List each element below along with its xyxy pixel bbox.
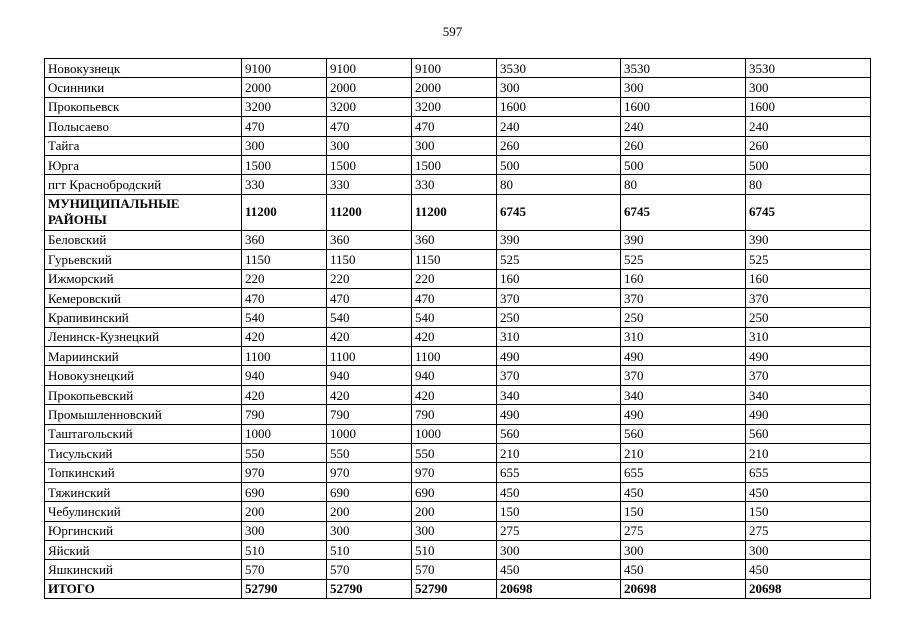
- table-cell-value-3: 330: [412, 175, 497, 194]
- table-row: [45, 308, 871, 327]
- table-cell-value-1: 420: [242, 385, 327, 404]
- table-cell-name: Топкинский: [45, 463, 242, 482]
- table-cell-value-2: 970: [327, 463, 412, 482]
- table-cell-value-1: 360: [242, 230, 327, 249]
- table-row: [45, 136, 871, 155]
- table-cell-name: Прокопьевский: [45, 385, 242, 404]
- table-cell-value-6: 80: [746, 175, 871, 194]
- table-cell-value-2: 550: [327, 444, 412, 463]
- table-cell-value-6: 3530: [746, 59, 871, 78]
- table-cell-name: Чебулинский: [45, 502, 242, 521]
- table-cell-value-5: 525: [621, 250, 746, 269]
- table-cell-name: Ленинск-Кузнецкий: [45, 327, 242, 346]
- table-cell-value-4: 655: [497, 463, 621, 482]
- table-cell-value-4: 490: [497, 405, 621, 424]
- table-cell-value-6: 1600: [746, 97, 871, 116]
- table-cell-value-3: 470: [412, 288, 497, 307]
- table-cell-value-5: 240: [621, 117, 746, 136]
- table-cell-value-1: 550: [242, 444, 327, 463]
- table-cell-value-1: 200: [242, 502, 327, 521]
- table-cell-value-1: 690: [242, 482, 327, 501]
- table-cell-value-3: 1000: [412, 424, 497, 443]
- table-cell-value-2: 420: [327, 385, 412, 404]
- table-cell-value-2: 790: [327, 405, 412, 424]
- page-number: 597: [442, 24, 463, 39]
- table-cell-value-1: 470: [242, 117, 327, 136]
- table-cell-name: Таштагольский: [45, 424, 242, 443]
- table-cell-name: Кемеровский: [45, 288, 242, 307]
- table-cell-value-2: 200: [327, 502, 412, 521]
- table-cell-value-3: 300: [412, 136, 497, 155]
- table-cell-value-4: 80: [497, 175, 621, 194]
- table-cell-value-4: 490: [497, 347, 621, 366]
- table-cell-value-6: 260: [746, 136, 871, 155]
- table-cell-value-2: 470: [327, 117, 412, 136]
- table-cell-value-3: 790: [412, 405, 497, 424]
- table-cell-value-3: 510: [412, 540, 497, 559]
- table-cell-value-3: 3200: [412, 97, 497, 116]
- table-cell-value-1: 220: [242, 269, 327, 288]
- table-cell-value-1: 52790: [242, 579, 327, 598]
- table-cell-value-5: 210: [621, 444, 746, 463]
- table-row: [45, 347, 871, 366]
- table-cell-value-4: 300: [497, 78, 621, 97]
- table-cell-value-6: 340: [746, 385, 871, 404]
- table-cell-name: Яшкинский: [45, 560, 242, 579]
- table-body: [45, 59, 871, 599]
- table-cell-value-6: 250: [746, 308, 871, 327]
- table-cell-value-5: 340: [621, 385, 746, 404]
- table-cell-value-3: 360: [412, 230, 497, 249]
- table-cell-value-1: 330: [242, 175, 327, 194]
- table-cell-value-2: 420: [327, 327, 412, 346]
- table-cell-value-5: 3530: [621, 59, 746, 78]
- table-cell-value-3: 1150: [412, 250, 497, 269]
- table-cell-value-5: 250: [621, 308, 746, 327]
- table-cell-value-1: 9100: [242, 59, 327, 78]
- table-cell-value-1: 470: [242, 288, 327, 307]
- table-cell-value-4: 390: [497, 230, 621, 249]
- table-cell-name: Гурьевский: [45, 250, 242, 269]
- table-cell-value-4: 340: [497, 385, 621, 404]
- table-row: [45, 560, 871, 579]
- table-cell-value-4: 260: [497, 136, 621, 155]
- table-cell-value-5: 655: [621, 463, 746, 482]
- table-cell-value-2: 3200: [327, 97, 412, 116]
- table-cell-value-4: 370: [497, 288, 621, 307]
- table-cell-value-6: 370: [746, 366, 871, 385]
- table-cell-value-5: 450: [621, 560, 746, 579]
- table-cell-value-2: 9100: [327, 59, 412, 78]
- table-cell-value-3: 1100: [412, 347, 497, 366]
- table-cell-value-5: 275: [621, 521, 746, 540]
- table-cell-value-5: 500: [621, 155, 746, 174]
- table-cell-value-4: 500: [497, 155, 621, 174]
- table-cell-name: МУНИЦИПАЛЬНЫЕ РАЙОНЫ: [45, 194, 242, 230]
- table-cell-value-3: 470: [412, 117, 497, 136]
- table-cell-value-2: 940: [327, 366, 412, 385]
- table-cell-value-4: 240: [497, 117, 621, 136]
- table-row: [45, 366, 871, 385]
- table-cell-value-2: 52790: [327, 579, 412, 598]
- table-cell-value-6: 310: [746, 327, 871, 346]
- table-cell-value-3: 9100: [412, 59, 497, 78]
- table-cell-value-6: 525: [746, 250, 871, 269]
- table-cell-value-3: 2000: [412, 78, 497, 97]
- table-cell-value-1: 420: [242, 327, 327, 346]
- table-cell-value-4: 3530: [497, 59, 621, 78]
- data-table: [44, 58, 871, 599]
- table-row: [45, 502, 871, 521]
- table-cell-value-2: 1150: [327, 250, 412, 269]
- table-cell-value-2: 2000: [327, 78, 412, 97]
- table-cell-value-6: 655: [746, 463, 871, 482]
- table-cell-name: Крапивинский: [45, 308, 242, 327]
- table-cell-name: Новокузнецкий: [45, 366, 242, 385]
- table-cell-value-4: 275: [497, 521, 621, 540]
- table-cell-value-2: 1500: [327, 155, 412, 174]
- table-row: [45, 463, 871, 482]
- table-cell-name: Промышленновский: [45, 405, 242, 424]
- table-cell-value-4: 560: [497, 424, 621, 443]
- table-cell-value-6: 20698: [746, 579, 871, 598]
- table-cell-value-4: 310: [497, 327, 621, 346]
- table-cell-value-3: 11200: [412, 194, 497, 230]
- table-cell-name: Юрга: [45, 155, 242, 174]
- table-cell-name: Прокопьевск: [45, 97, 242, 116]
- table-cell-value-3: 940: [412, 366, 497, 385]
- table-cell-value-3: 970: [412, 463, 497, 482]
- table-cell-name: Тисульский: [45, 444, 242, 463]
- table-cell-value-5: 80: [621, 175, 746, 194]
- table-cell-value-6: 450: [746, 482, 871, 501]
- table-row: [45, 540, 871, 559]
- table-cell-value-2: 300: [327, 521, 412, 540]
- table-row: [45, 250, 871, 269]
- table-cell-value-3: 690: [412, 482, 497, 501]
- table-cell-value-1: 970: [242, 463, 327, 482]
- table-cell-value-6: 275: [746, 521, 871, 540]
- table-cell-value-1: 2000: [242, 78, 327, 97]
- table-cell-value-3: 420: [412, 327, 497, 346]
- table-cell-value-3: 540: [412, 308, 497, 327]
- table-cell-name: Беловский: [45, 230, 242, 249]
- table-row: [45, 521, 871, 540]
- table-cell-value-5: 370: [621, 366, 746, 385]
- table-cell-value-6: 370: [746, 288, 871, 307]
- table-row: [45, 155, 871, 174]
- table-cell-value-2: 690: [327, 482, 412, 501]
- table-cell-value-2: 540: [327, 308, 412, 327]
- table-cell-value-5: 490: [621, 347, 746, 366]
- table-cell-value-6: 6745: [746, 194, 871, 230]
- table-cell-name: Ижморский: [45, 269, 242, 288]
- table-cell-value-4: 210: [497, 444, 621, 463]
- table-row: [45, 444, 871, 463]
- table-cell-value-5: 490: [621, 405, 746, 424]
- table-cell-value-1: 790: [242, 405, 327, 424]
- table-cell-value-5: 560: [621, 424, 746, 443]
- table-cell-value-6: 160: [746, 269, 871, 288]
- table-row: [45, 482, 871, 501]
- table-cell-value-4: 250: [497, 308, 621, 327]
- table-cell-value-2: 470: [327, 288, 412, 307]
- table-cell-value-4: 150: [497, 502, 621, 521]
- table-cell-name: Юргинский: [45, 521, 242, 540]
- table-cell-value-4: 1600: [497, 97, 621, 116]
- table-cell-value-4: 450: [497, 482, 621, 501]
- table-cell-value-6: 490: [746, 347, 871, 366]
- table-cell-value-3: 570: [412, 560, 497, 579]
- table-cell-value-2: 570: [327, 560, 412, 579]
- table-cell-value-5: 150: [621, 502, 746, 521]
- table-cell-value-1: 1000: [242, 424, 327, 443]
- table-cell-value-6: 450: [746, 560, 871, 579]
- table-row: [45, 97, 871, 116]
- table-cell-value-5: 6745: [621, 194, 746, 230]
- table-cell-value-6: 390: [746, 230, 871, 249]
- table-cell-value-3: 52790: [412, 579, 497, 598]
- table-cell-value-1: 3200: [242, 97, 327, 116]
- table-cell-value-6: 300: [746, 540, 871, 559]
- table-cell-value-2: 220: [327, 269, 412, 288]
- table-cell-value-1: 300: [242, 521, 327, 540]
- table-cell-value-5: 160: [621, 269, 746, 288]
- table-row: [45, 288, 871, 307]
- table-cell-value-5: 300: [621, 540, 746, 559]
- table-cell-value-1: 300: [242, 136, 327, 155]
- table-cell-value-1: 1500: [242, 155, 327, 174]
- table-cell-value-5: 370: [621, 288, 746, 307]
- table-cell-name: Яйский: [45, 540, 242, 559]
- table-cell-value-1: 510: [242, 540, 327, 559]
- table-row: [45, 194, 871, 230]
- table-row: [45, 327, 871, 346]
- table-cell-value-2: 360: [327, 230, 412, 249]
- table-cell-value-2: 300: [327, 136, 412, 155]
- table-cell-value-3: 550: [412, 444, 497, 463]
- table-row: [45, 78, 871, 97]
- table-cell-value-6: 300: [746, 78, 871, 97]
- table-cell-value-5: 300: [621, 78, 746, 97]
- table-cell-name: ИТОГО: [45, 579, 242, 598]
- table-cell-value-6: 210: [746, 444, 871, 463]
- table-cell-value-1: 11200: [242, 194, 327, 230]
- table-row: [45, 175, 871, 194]
- table-cell-value-5: 390: [621, 230, 746, 249]
- table-cell-value-3: 300: [412, 521, 497, 540]
- table-cell-value-4: 20698: [497, 579, 621, 598]
- table-cell-value-6: 150: [746, 502, 871, 521]
- table-cell-value-1: 1150: [242, 250, 327, 269]
- table-cell-value-1: 1100: [242, 347, 327, 366]
- table-cell-value-3: 1500: [412, 155, 497, 174]
- table-cell-value-4: 6745: [497, 194, 621, 230]
- table-row: [45, 405, 871, 424]
- table-cell-value-5: 450: [621, 482, 746, 501]
- table-cell-name: Новокузнецк: [45, 59, 242, 78]
- table-cell-value-3: 200: [412, 502, 497, 521]
- table-row: [45, 59, 871, 78]
- table-cell-value-1: 540: [242, 308, 327, 327]
- table-cell-value-6: 500: [746, 155, 871, 174]
- table-cell-value-4: 300: [497, 540, 621, 559]
- table-cell-value-6: 490: [746, 405, 871, 424]
- table-cell-value-5: 1600: [621, 97, 746, 116]
- table-cell-value-2: 1100: [327, 347, 412, 366]
- table-row: [45, 579, 871, 598]
- table-cell-name: Мариинский: [45, 347, 242, 366]
- table-cell-value-6: 560: [746, 424, 871, 443]
- table-cell-value-2: 11200: [327, 194, 412, 230]
- table-row: [45, 385, 871, 404]
- table-cell-value-1: 570: [242, 560, 327, 579]
- table-cell-value-2: 510: [327, 540, 412, 559]
- table-cell-value-3: 420: [412, 385, 497, 404]
- table-cell-value-4: 450: [497, 560, 621, 579]
- table-cell-value-1: 940: [242, 366, 327, 385]
- table-cell-value-4: 370: [497, 366, 621, 385]
- table-cell-value-2: 330: [327, 175, 412, 194]
- table-cell-value-4: 525: [497, 250, 621, 269]
- table-row: [45, 424, 871, 443]
- table-cell-name: Полысаево: [45, 117, 242, 136]
- table-cell-value-5: 20698: [621, 579, 746, 598]
- table-row: [45, 117, 871, 136]
- table-cell-name: Тайга: [45, 136, 242, 155]
- table-cell-value-5: 260: [621, 136, 746, 155]
- table-cell-name: Осинники: [45, 78, 242, 97]
- table-cell-value-4: 160: [497, 269, 621, 288]
- table-cell-value-6: 240: [746, 117, 871, 136]
- table-row: [45, 269, 871, 288]
- table-cell-value-5: 310: [621, 327, 746, 346]
- table-cell-value-3: 220: [412, 269, 497, 288]
- table-cell-value-2: 1000: [327, 424, 412, 443]
- table-cell-name: пгт Краснобродский: [45, 175, 242, 194]
- table-row: [45, 230, 871, 249]
- table-cell-name: Тяжинский: [45, 482, 242, 501]
